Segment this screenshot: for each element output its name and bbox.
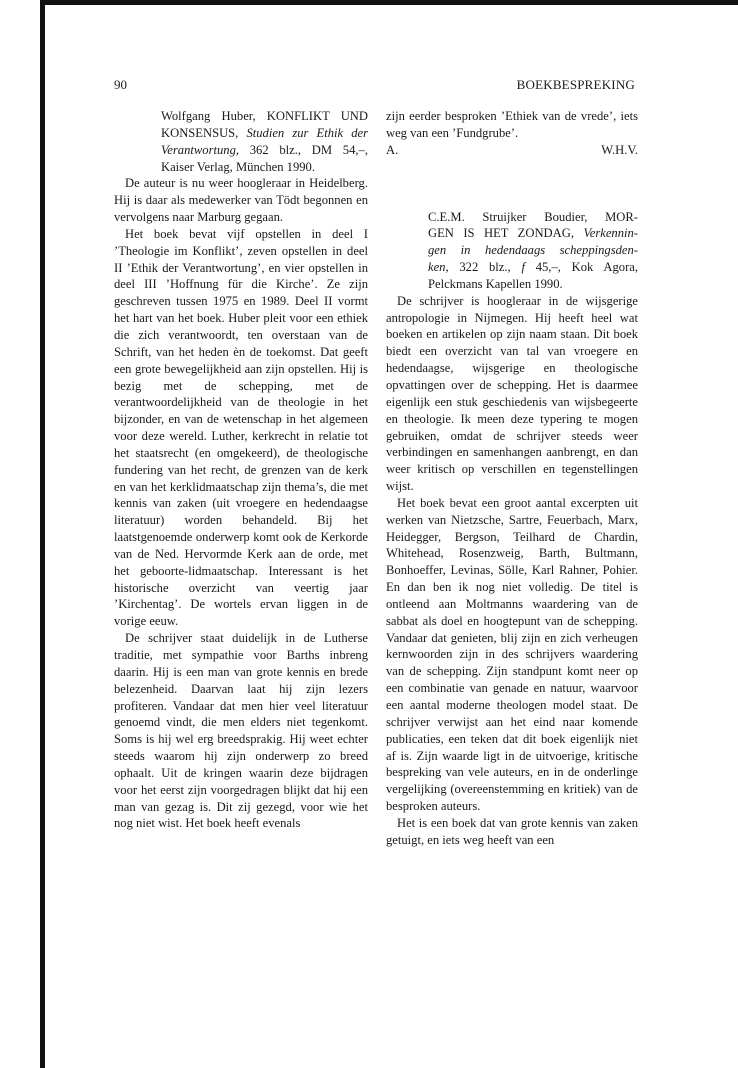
review1-bib-price: 362 blz., DM 54,–, xyxy=(239,142,368,157)
review2-bib-line2-pre: GEN IS HET ZONDAG, xyxy=(428,226,584,241)
page-number: 90 xyxy=(114,77,127,92)
review2-paragraph-2: Het boek bevat een groot aantal excerpten uit werken van Nietzsche, Sartre, Feuerbach, Marx, Heidegger, Bergson, Teilhard de Chardin, Whitehead, Rosenzweig, Barth, Bultmann, Bonhoeffer, Levinas, Sölle, Karl Rahner, Pohier. En dan ben ik nog niet volledig. De titel is ontleend aan Moltmanns waardering van de sabbat als doel en hoogtepunt van de schepping. Vandaar dat genieten, blij zijn en zich verheugen kernwoorden zijn in des schrijvers waardering van de schepping. Zijn standpunt komt neer op een combinatie van genade en natuur, waarvoor een aantal moderne theologen model staat. De schrijver verwijst aan het eind naar komende publicaties, een teken dat dit boek eigenlijk niet af is. Zijn waarde ligt in de uitvoerige, kritische bespreking van vele auteurs, en in de onderlinge vergelijking (overeenstemming en kritiek) van de besproken auteurs. xyxy=(386,495,638,814)
review1-bib-line3 xyxy=(161,142,368,159)
review1-bib-series-cont: Verantwortung, xyxy=(161,142,240,157)
review2-bib-line4 xyxy=(428,259,638,276)
section-gap xyxy=(386,159,638,209)
review1-bib-line1: Wolfgang Huber, KONFLIKT UND xyxy=(161,109,368,123)
review1-paragraph-3: De schrijver staat duidelijk in de Lutherse traditie, met sympathie voor Barths inbreng daarin. Hij is een man van grote kennis en brede belezenheid. Daarvan laat hij zijn lezers profiteren. Vandaar dat men hier veel literatuur genoemd vindt, die men elders niet tegenkomt. Soms is hij wel erg breedsprakig. Hij weet echter steeds waarom hij zijn onderwerp zo breed ophaalt. Uit de kringen waarin deze bijdragen voor het eerst zijn voorgedragen blijkt dat hij een man van gezag is. Dit zij gezegd, voor wie het nog niet wist. Het boek heeft evenals xyxy=(114,631,368,831)
review1-bib-line2 xyxy=(161,125,368,142)
review1-bibliography xyxy=(114,108,368,175)
review2-bib-line3 xyxy=(428,242,638,259)
review2-bibliography xyxy=(386,209,638,293)
left-column xyxy=(114,108,368,832)
right-column xyxy=(386,108,638,849)
review1-signature xyxy=(386,142,638,159)
review2-bib-subtitle-cont: gen in hedendaags scheppingsden- xyxy=(428,243,638,258)
review2-bib-line2 xyxy=(428,225,638,242)
review2-paragraph-1: De schrijver is hoogleraar in de wijsgerige antropologie in Nijmegen. Hij heeft heel wat boeken en artikelen op zijn naam staan. Dit boek biedt een overzicht van tal van vroegere en hedendaagse, wijsgerige en theologische opvattingen over de schepping. Het is daarmee eigenlijk een stuk geschiedenis van wijsbegeerte en theologie. Ik meen deze typering te mogen gebruiken, omdat de schrijver steeds weer verbindingen en samenhangen aanbrengt, en dan weer kritisch op verschillen en tegenstellingen wijst. xyxy=(386,293,638,494)
signature-right: W.H.V. xyxy=(601,142,638,157)
review1-paragraph-1: De auteur is nu weer hoogleraar in Heidelberg. Hij is daar als medewerker van Tödt begonnen en vervolgens naar Marburg gegaan. xyxy=(114,176,368,225)
review2-bib-price: 45,–, Kok Agora, xyxy=(524,260,638,275)
review2-bib-subtitle-end: ken, xyxy=(428,260,449,275)
review1-bib-series: Studien zur Ethik der xyxy=(246,125,368,140)
running-head: BOEKBESPREKING xyxy=(516,77,635,92)
page-border-left xyxy=(40,0,45,1068)
review2-bib-pages: 322 blz., xyxy=(448,260,522,275)
review2-paragraph-3: Het is een boek dat van grote kennis van zaken getuigt, en iets weg heeft van een xyxy=(386,815,638,847)
signature-left: A. xyxy=(386,142,399,157)
review2-bib-subtitle: Verkennin- xyxy=(583,226,638,241)
review2-bib-line1: C.E.M. Struijker Boudier, MOR- xyxy=(428,209,638,224)
review1-bib-publisher: Kaiser Verlag, München 1990. xyxy=(161,159,316,174)
page-border-top xyxy=(40,0,738,5)
review2-bib-publisher: Pelckmans Kapellen 1990. xyxy=(428,276,563,291)
review2-bib-florin: f xyxy=(521,260,525,275)
review1-continuation: zijn eerder besproken ’Ethiek van de vrede’, iets weg van een ’Fundgrube’. xyxy=(386,109,638,140)
review1-paragraph-2: Het boek bevat vijf opstellen in deel I ’Theologie im Konflikt’, zeven opstellen in deel II ’Ethik der Verantwortung’, en vier opstellen in deel III ’Hoffnung für die Kirche’. Ze zijn geschreven tussen 1975 en 1989. Deel II vormt het hart van het boek. Huber pleit voor een ethiek die zich verantwoordt, ten overstaan van de Schrift, van het heden èn de toekomst. Dat geeft een grote bewegelijkheid aan zijn opstellen. Hij is bezig met de schepping, met de verantwoordelijkheid van de theologie in het bijzonder, en van de wetenschap in het algemeen voor deze wereld. Luther, kerkrecht in relatie tot het staatsrecht (en omgekeerd), de theologische fundering van het recht, de grenzen van de kerk en van het kerklidmaatschap zijn thema’s, die met kennis van zaken (uit vroegere en hedendaagse literatuur) worden behandeld. Bij het laatstgenoemde onderwerp komt ook de Kerkorde van de Ned. Hervormde Kerk aan de orde, met het geboorte-lidmaatschap. Interessant is het historische overzicht van veertig jaar ’Kirchentag’. De wortels ervan liggen in de vorige eeuw. xyxy=(114,226,368,629)
review1-bib-line2-pre: KONSENSUS, xyxy=(161,125,247,140)
